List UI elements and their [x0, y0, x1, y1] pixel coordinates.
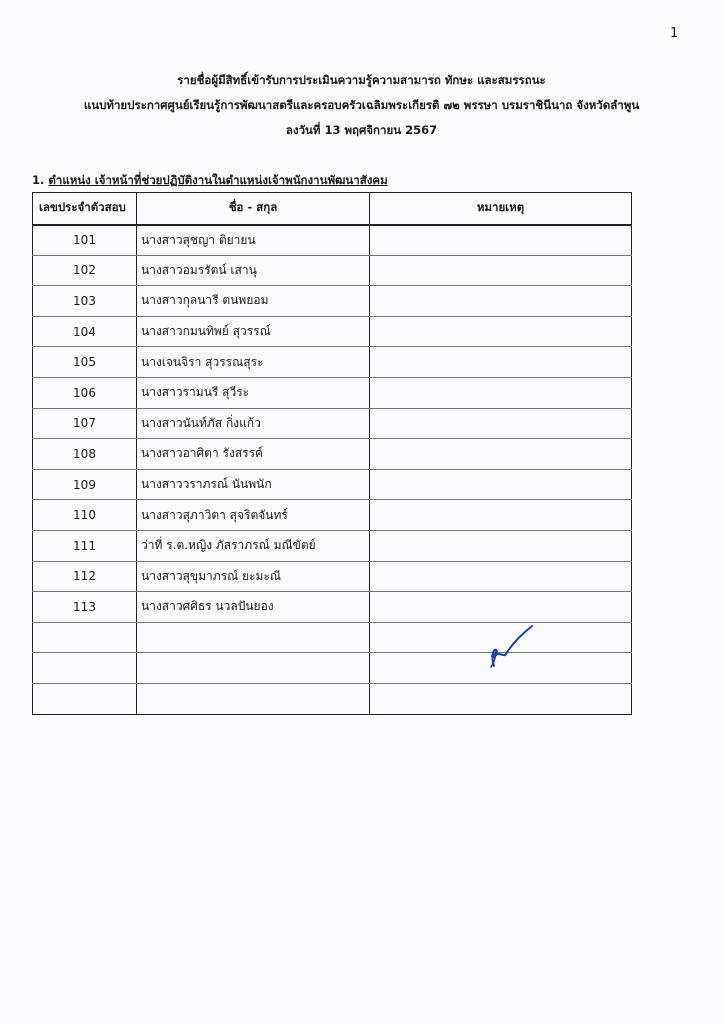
- remarks-cell: [370, 255, 632, 286]
- remarks-cell: [370, 561, 632, 592]
- document-date: ลงวันที่ 13 พฤศจิกายน 2567: [285, 123, 438, 137]
- table-row: [33, 500, 632, 531]
- table-row: [33, 561, 632, 592]
- signature-mark: [484, 620, 544, 672]
- exam-id-cell: 103: [33, 286, 137, 317]
- table-header-row: [33, 193, 632, 225]
- exam-id-cell: 107: [33, 408, 137, 439]
- header-exam-id: เลขประจำตัวสอบ: [33, 193, 137, 225]
- remarks-cell: [370, 225, 632, 256]
- full-name-cell: นางเจนจิรา สุวรรณสุระ: [137, 347, 370, 378]
- full-name-cell: นางสาวสุชญา ติยายน: [137, 225, 370, 256]
- exam-id-cell: 110: [33, 500, 137, 531]
- remarks-cell: [370, 592, 632, 623]
- document-subtitle: แนบท้ายประกาศศูนย์เรียนรู้การพัฒนาสตรีและครอบครัวเฉลิมพระเกียรติ ๗๒ พรรษา บรมราชินีนาถ จังหวัดลำพูน: [83, 98, 640, 112]
- full-name-cell: ว่าที่ ร.ต.หญิง ภัสราภรณ์ มณีขัตย์: [137, 530, 370, 561]
- full-name-cell: นางสาวอมรรัตน์ เสานุ: [137, 255, 370, 286]
- table-row: [33, 592, 632, 623]
- table-row: [33, 469, 632, 500]
- section-heading: [32, 172, 388, 190]
- full-name-cell: นางสาวศศิธร นวลปันยอง: [137, 592, 370, 623]
- table-row: [33, 683, 632, 714]
- remarks-cell: [370, 500, 632, 531]
- remarks-cell: [370, 469, 632, 500]
- exam-id-cell: 104: [33, 316, 137, 347]
- full-name-cell: [137, 653, 370, 684]
- exam-id-cell: 105: [33, 347, 137, 378]
- full-name-cell: นางสาวรามนรี สุวีระ: [137, 377, 370, 408]
- exam-id-cell: [33, 683, 137, 714]
- remarks-cell: [370, 377, 632, 408]
- table-row: [33, 408, 632, 439]
- full-name-cell: นางสาวกุลนารี ตนพยอม: [137, 286, 370, 317]
- exam-id-cell: 101: [33, 225, 137, 256]
- remarks-cell: [370, 316, 632, 347]
- remarks-cell: [370, 439, 632, 470]
- full-name-cell: นางสาวอาศิตา รังสรรค์: [137, 439, 370, 470]
- section-title: ตำแหน่ง เจ้าหน้าที่ช่วยปฏิบัติงานในตำแหน่งเจ้าพนักงานพัฒนาสังคม: [48, 173, 388, 187]
- table-row: [33, 286, 632, 317]
- table-row: [33, 347, 632, 378]
- exam-id-cell: 112: [33, 561, 137, 592]
- header-remarks: หมายเหตุ: [370, 193, 632, 225]
- table-row: [33, 225, 632, 256]
- full-name-cell: [137, 622, 370, 653]
- table-row: [33, 530, 632, 561]
- page-number: 1: [670, 26, 679, 41]
- table-row: [33, 439, 632, 470]
- exam-id-cell: [33, 622, 137, 653]
- table-row: [33, 255, 632, 286]
- remarks-cell: [370, 347, 632, 378]
- remarks-cell: [370, 408, 632, 439]
- full-name-cell: นางสาวกมนทิพย์ สุวรรณ์: [137, 316, 370, 347]
- full-name-cell: นางสาวสุภาวิตา สุจริตจันทร์: [137, 500, 370, 531]
- remarks-cell: [370, 683, 632, 714]
- exam-id-cell: 106: [33, 377, 137, 408]
- exam-id-cell: 108: [33, 439, 137, 470]
- exam-id-cell: 102: [33, 255, 137, 286]
- table-row: [33, 377, 632, 408]
- remarks-cell: [370, 530, 632, 561]
- full-name-cell: นางสาวสุขุมาภรณ์ ยะมะณี: [137, 561, 370, 592]
- exam-id-cell: 113: [33, 592, 137, 623]
- section-number: 1.: [32, 173, 45, 187]
- exam-id-cell: 111: [33, 530, 137, 561]
- full-name-cell: นางสาวนันท์ภัส กิ่งแก้ว: [137, 408, 370, 439]
- table-row: [33, 316, 632, 347]
- full-name-cell: [137, 683, 370, 714]
- exam-id-cell: [33, 653, 137, 684]
- document-title: รายชื่อผู้มีสิทธิ์เข้ารับการประเมินความรู้ความสามารถ ทักษะ และสมรรถนะ: [177, 73, 546, 87]
- full-name-cell: นางสาววราภรณ์ นันพนัก: [137, 469, 370, 500]
- remarks-cell: [370, 286, 632, 317]
- header-full-name: ชื่อ - สกุล: [137, 193, 370, 225]
- exam-id-cell: 109: [33, 469, 137, 500]
